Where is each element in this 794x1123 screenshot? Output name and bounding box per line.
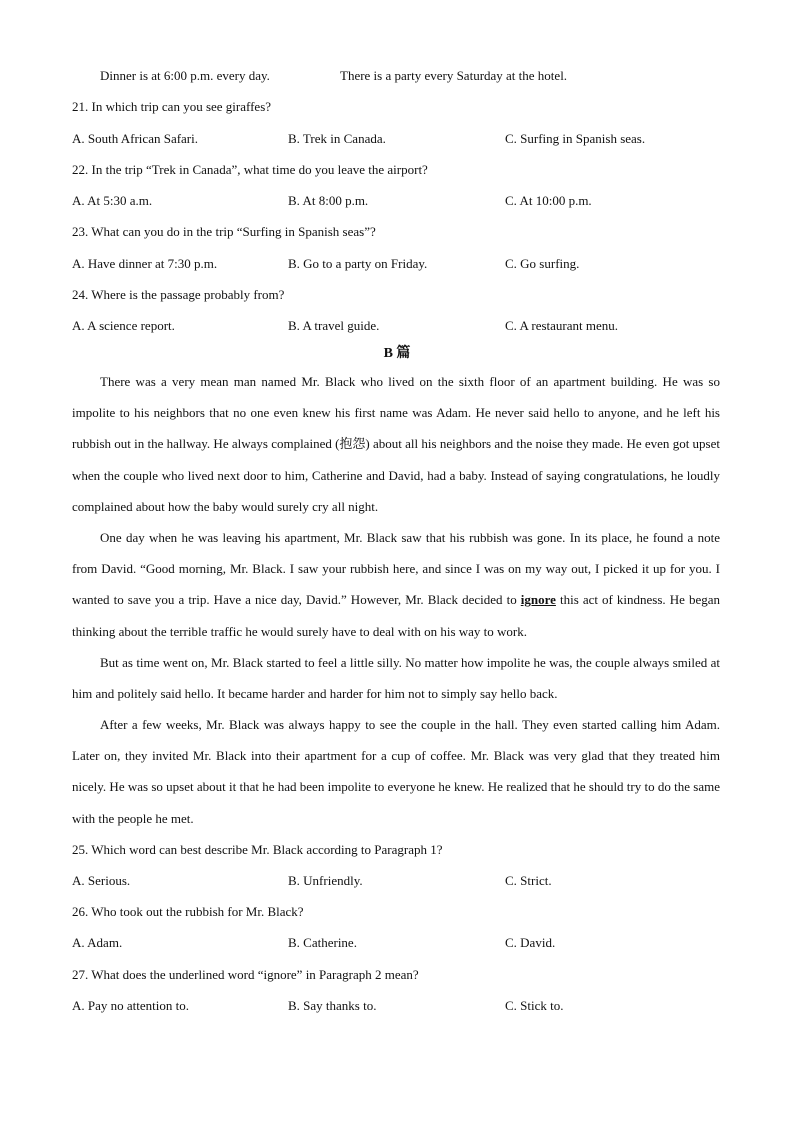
question-21: 21. In which trip can you see giraffes? [72,99,272,114]
q27-option-c: C. Stick to. [505,998,564,1013]
paragraph-3: But as time went on, Mr. Black started to feel a little silly. No matter how impolite he was, the couple always smiled at him and politely said hello. It became harder and harder for him not to simply say hello back. [72,655,720,702]
q24-option-c: C. A restaurant menu. [505,318,619,333]
q25-option-b: B. Unfriendly. [288,873,363,888]
question-22: 22. In the trip “Trek in Canada”, what time do you leave the airport? [72,162,428,177]
q26-option-c: C. David. [505,935,556,950]
question-26: 26. Who took out the rubbish for Mr. Black? [72,904,304,919]
q23-option-b: B. Go to a party on Friday. [288,256,428,271]
q22-option-c: C. At 10:00 p.m. [505,193,592,208]
q22-option-a: A. At 5:30 a.m. [72,193,153,208]
question-25: 25. Which word can best describe Mr. Black according to Paragraph 1? [72,842,443,857]
underlined-word-ignore: ignore [520,592,556,608]
q23-option-a: A. Have dinner at 7:30 p.m. [72,256,218,271]
q23-option-c: C. Go surfing. [505,256,580,271]
q26-option-a: A. Adam. [72,935,123,950]
paragraph-1: There was a very mean man named Mr. Black who lived on the sixth floor of an apartment building. He was so impolite to his neighbors that no one even knew his first name was Adam. He never said hello to anyone, and he left his rubbish out in the hallway. He always complained (抱怨) about all his neighbors and the noise they made. He even got upset when the couple who lived next door to him, Catherine and David, had a baby. Instead of saying congratulations, he loudly complained about how the baby would surely cry all night. [72,374,720,514]
paragraph-4: After a few weeks, Mr. Black was always happy to see the couple in the hall. They even started calling him Adam. Later on, they invited Mr. Black into their apartment for a cup of coffee. Mr. Black was very glad that they treated him nicely. He was so upset about it that he had been impolite to everyone he knew. He realized that he should try to do the same with the people he met. [72,717,720,826]
paragraph-2 [72,522,720,647]
question-27: 27. What does the underlined word “ignore” in Paragraph 2 mean? [72,967,419,982]
question-23: 23. What can you do in the trip “Surfing in Spanish seas”? [72,224,376,239]
q25-option-a: A. Serious. [72,873,131,888]
paragraph-2-after: this act of kindness. He began thinking about the terrible traffic he would surely have to deal with on his way to work. [72,592,720,639]
q22-option-b: B. At 8:00 p.m. [288,193,369,208]
q26-option-b: B. Catherine. [288,935,357,950]
q24-option-b: B. A travel guide. [288,318,380,333]
q21-option-c: C. Surfing in Spanish seas. [505,131,646,146]
question-24: 24. Where is the passage probably from? [72,287,285,302]
q24-option-a: A. A science report. [72,318,175,333]
dinner-info: Dinner is at 6:00 p.m. every day. [100,68,270,83]
party-info: There is a party every Saturday at the hotel. [340,68,568,83]
q25-option-c: C. Strict. [505,873,552,888]
q21-option-b: B. Trek in Canada. [288,131,386,146]
q27-option-a: A. Pay no attention to. [72,998,189,1013]
section-b-heading: B 篇 [383,346,411,361]
paragraph-2-before: One day when he was leaving his apartment, Mr. Black saw that his rubbish was gone. In its place, he found a note from David. “Good morning, Mr. Black. I saw your rubbish here, and since I was on my way out, I picked it up for you. I wanted to save you a trip. Have a nice day, David.” However, Mr. Black decided to [72,530,720,608]
q21-option-a: A. South African Safari. [72,131,199,146]
q27-option-b: B. Say thanks to. [288,998,377,1013]
